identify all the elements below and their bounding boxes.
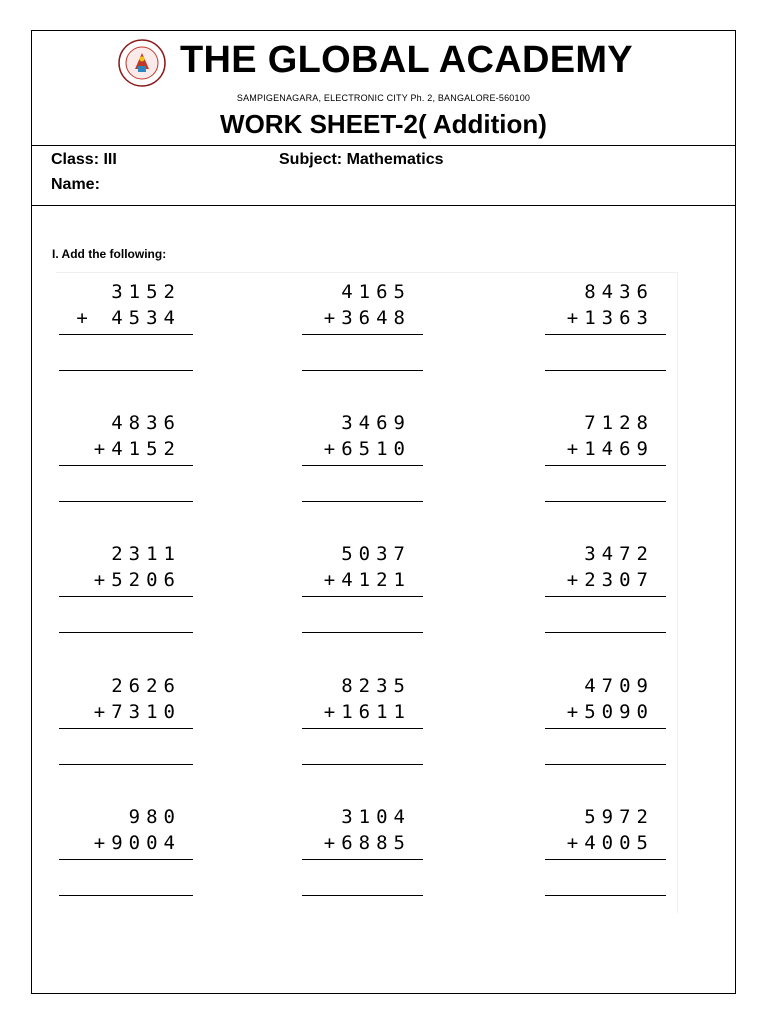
addend-top: 3469 bbox=[341, 412, 411, 434]
sum-divider-line bbox=[302, 596, 423, 597]
addend-bottom: +7310 bbox=[93, 701, 181, 723]
addend-bottom: +6885 bbox=[323, 832, 411, 854]
sum-divider-line bbox=[302, 859, 423, 860]
addition-problem bbox=[302, 798, 423, 898]
addend-bottom: +9004 bbox=[93, 832, 181, 854]
addition-problem bbox=[545, 404, 666, 504]
addend-top: 3104 bbox=[341, 806, 411, 828]
sum-divider-line bbox=[59, 334, 193, 335]
class-label: Class: III bbox=[51, 151, 117, 168]
addend-bottom: +1611 bbox=[323, 701, 411, 723]
addend-top: 7128 bbox=[584, 412, 654, 434]
sum-divider-line bbox=[302, 334, 423, 335]
addition-problem bbox=[545, 667, 666, 767]
answer-line bbox=[59, 895, 193, 896]
addend-bottom: +6510 bbox=[323, 438, 411, 460]
worksheet-title: WORK SHEET-2( Addition) bbox=[220, 109, 547, 139]
answer-line bbox=[302, 501, 423, 502]
name-label: Name: bbox=[51, 176, 100, 193]
sum-divider-line bbox=[59, 859, 193, 860]
worksheet-page bbox=[31, 30, 736, 994]
answer-line bbox=[302, 895, 423, 896]
problem-grid bbox=[56, 272, 678, 913]
addend-bottom: + 4534 bbox=[76, 307, 181, 329]
answer-line bbox=[302, 764, 423, 765]
sum-divider-line bbox=[545, 859, 666, 860]
answer-line bbox=[545, 370, 666, 371]
addend-top: 8436 bbox=[584, 281, 654, 303]
student-info-section bbox=[32, 145, 735, 206]
instruction-text: I. Add the following: bbox=[52, 247, 167, 261]
addend-top: 3472 bbox=[584, 543, 654, 565]
addend-bottom: +1469 bbox=[566, 438, 654, 460]
addend-top: 2311 bbox=[111, 543, 181, 565]
sum-divider-line bbox=[302, 728, 423, 729]
sum-divider-line bbox=[545, 334, 666, 335]
addition-problem bbox=[545, 535, 666, 635]
addend-bottom: +4152 bbox=[93, 438, 181, 460]
sum-divider-line bbox=[545, 465, 666, 466]
answer-line bbox=[545, 895, 666, 896]
addend-top: 4709 bbox=[584, 675, 654, 697]
answer-line bbox=[59, 501, 193, 502]
addend-top: 3152 bbox=[111, 281, 181, 303]
answer-line bbox=[59, 632, 193, 633]
addend-top: 5972 bbox=[584, 806, 654, 828]
addend-top: 4836 bbox=[111, 412, 181, 434]
answer-line bbox=[302, 632, 423, 633]
addition-problem bbox=[302, 667, 423, 767]
sum-divider-line bbox=[545, 728, 666, 729]
addition-problem bbox=[302, 404, 423, 504]
sum-divider-line bbox=[59, 465, 193, 466]
answer-line bbox=[59, 764, 193, 765]
addend-bottom: +2307 bbox=[566, 569, 654, 591]
answer-line bbox=[545, 501, 666, 502]
subject-label: Subject: Mathematics bbox=[279, 151, 444, 168]
addition-problem bbox=[302, 535, 423, 635]
addend-bottom: +5090 bbox=[566, 701, 654, 723]
addend-bottom: +5206 bbox=[93, 569, 181, 591]
answer-line bbox=[545, 632, 666, 633]
school-address: SAMPIGENAGARA, ELECTRONIC CITY Ph. 2, BANGALORE-560100 bbox=[236, 93, 531, 103]
answer-line bbox=[545, 764, 666, 765]
sum-divider-line bbox=[59, 596, 193, 597]
addend-bottom: +1363 bbox=[566, 307, 654, 329]
sum-divider-line bbox=[545, 596, 666, 597]
addend-bottom: +3648 bbox=[323, 307, 411, 329]
answer-line bbox=[59, 370, 193, 371]
addition-problem bbox=[59, 404, 193, 504]
header-section bbox=[32, 31, 735, 146]
addend-bottom: +4121 bbox=[323, 569, 411, 591]
school-name: THE GLOBAL ACADEMY bbox=[180, 39, 633, 81]
addition-problem bbox=[59, 798, 193, 898]
addition-problem bbox=[59, 667, 193, 767]
sum-divider-line bbox=[302, 465, 423, 466]
addend-top: 5037 bbox=[341, 543, 411, 565]
addition-problem bbox=[59, 535, 193, 635]
addend-top: 2626 bbox=[111, 675, 181, 697]
addend-bottom: +4005 bbox=[566, 832, 654, 854]
addend-top: 980 bbox=[128, 806, 181, 828]
addition-problem bbox=[302, 273, 423, 373]
addition-problem bbox=[545, 798, 666, 898]
addend-top: 8235 bbox=[341, 675, 411, 697]
sum-divider-line bbox=[59, 728, 193, 729]
answer-line bbox=[302, 370, 423, 371]
addition-problem bbox=[59, 273, 193, 373]
school-crest-icon bbox=[118, 39, 166, 87]
addend-top: 4165 bbox=[341, 281, 411, 303]
addition-problem bbox=[545, 273, 666, 373]
